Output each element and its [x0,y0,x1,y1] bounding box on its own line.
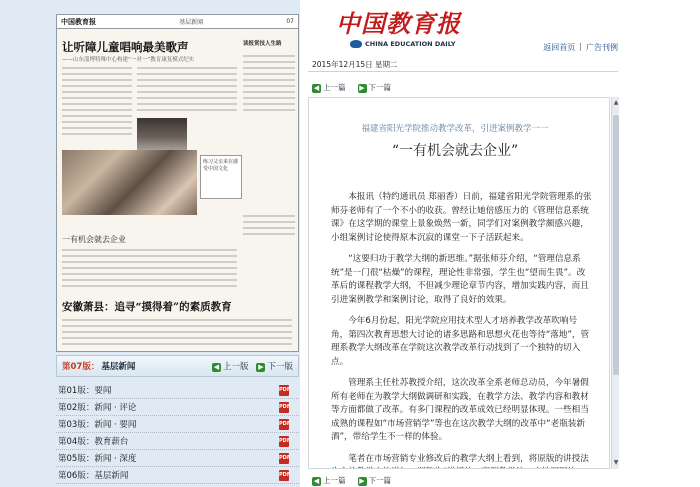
prev-page-label: 上一版 [222,362,249,372]
text-column-line [62,273,237,275]
page-list-item[interactable] [56,399,299,416]
text-column-line [62,331,292,333]
text-column-line [137,97,237,99]
home-link[interactable]: 返回首页 [543,43,576,52]
newspaper-page-thumbnail[interactable] [56,14,299,352]
text-column-line [137,109,237,111]
article-paragraph: 管理系主任杜苏教授介绍，这次改革全系老师总动员，今年暑假所有老师在为教学大纲做调研和实践，在教学方法、教学内容和教材等方面都做了改革。有多门课程的改革成效已经明显体现。一些相当成熟的课程如“市场营销学”等也在这次教学大纲的改革中“老瓶装新酒”，带给学生不一样的体验。 [331,378,589,442]
page-list-item-label[interactable]: 第04版：教育薪台 [58,437,129,447]
newspaper-mid-headline[interactable]: 一有机会就去企业 [62,235,126,244]
text-column-line [243,221,295,223]
article-paragraph: 笔者在市场营销专业修改后的教学大纲上看到，将原版的讲授法 [348,453,589,464]
text-column-line [243,97,295,99]
next-page-button[interactable] [256,360,293,372]
scroll-up-icon[interactable]: ▲ [613,99,619,106]
text-column-line [243,109,295,111]
page-list-item-label[interactable]: 第01版：要闻 [58,386,112,396]
prev-article-label: 上一篇 [323,82,346,92]
page-list-item[interactable] [56,467,299,484]
logo-chinese-name: 中国教育报 [336,9,461,38]
date-display: 2015年12月15日 星期二 [308,58,618,72]
newspaper-subhead: ——山东淄博特殊中心构建“一对一”教育康复模式纪实 [62,57,195,63]
text-column-line [62,319,292,321]
scroll-down-icon[interactable]: ▼ [613,459,619,466]
pdf-icon[interactable]: PDF [279,419,289,430]
article-panel [308,97,610,469]
text-column-line [243,103,295,105]
next-article-label: 下一篇 [368,82,391,92]
prev-article-button[interactable] [312,475,346,486]
page-list-item[interactable] [56,382,299,399]
text-column-line [62,97,132,99]
ce-emblem-icon [350,40,362,48]
text-column-line [62,337,292,339]
text-column-line [62,285,237,287]
article-paragraph: 今年6月份起，阳光学院应用技术型人才培养教学改革吹响号角，第四次教育思想大讨论的诸多思路和思想火花也等待“落地”，管理系教学大纲改革在学院这次教学改革行动找到了一个独特的切入点。 [331,316,590,367]
newspaper-header-masthead: 中国教育报 [61,17,96,26]
text-column-line [62,267,237,269]
text-column-line [137,103,237,105]
newspaper-photo-small [137,118,187,150]
text-column-line [243,91,295,93]
newspaper-headline[interactable]: 让听障儿童唱响最美歌声 [62,40,189,54]
article-nav-top [308,80,618,94]
arrow-left-icon: ◀ [313,83,320,92]
next-article-button[interactable] [358,82,392,93]
text-column-line [62,261,237,263]
newspaper-photo [62,150,197,215]
page-list-item-label[interactable]: 第03版：新闻 · 要闻 [58,420,137,430]
text-column-line [62,121,132,123]
arrow-left-icon: ◀ [213,363,220,371]
text-column-line [243,67,295,69]
article-paragraph: 本报讯（特约通讯员 郑丽香）日前，福建省阳光学院管理系的张师芬老师有了一个不小的收获。曾经让她倍感压力的《管理信息系统课》在这学期的课堂上景象焕然一新，同学们对案例教学颇感兴趣，小组案例讨论使得原本沉寂的课堂一下子活跃起来。 [331,192,592,243]
text-column-line [243,79,295,81]
pdf-icon[interactable]: PDF [279,470,289,481]
scrollbar-thumb[interactable] [613,115,619,375]
page-list [56,382,299,484]
text-column-line [62,279,237,281]
text-column-line [243,73,295,75]
page-edition-label: 第07版： [62,362,100,372]
page-list-item-label[interactable]: 第06版：基层新闻 [58,471,129,481]
page-edition-bar [56,355,299,377]
newspaper-header-page-number: 07 [286,18,294,25]
text-column-line [62,127,132,129]
prev-article-button[interactable] [312,82,346,93]
text-column-line [62,103,132,105]
text-column-line [243,215,295,217]
pdf-icon[interactable]: PDF [279,385,289,396]
text-column-line [62,255,237,257]
arrow-left-icon: ◀ [313,477,320,485]
article-scrollbar[interactable] [611,97,619,469]
pdf-icon[interactable]: PDF [279,436,289,447]
text-column-line [243,227,295,229]
next-article-label: 下一篇 [368,476,391,485]
text-column-line [137,79,237,81]
text-column-line [62,249,237,251]
newspaper-photo-caption: 练习父亲来在感受中国文化 [200,155,242,199]
newspaper-header-section: 基层新闻 [179,19,204,26]
text-column-line [137,73,237,75]
text-column-line [137,67,237,69]
prev-article-label: 上一篇 [323,476,346,485]
logo-english-name: CHINA EDUCATION DAILY [365,40,456,48]
text-column-line [243,61,295,63]
text-column-line [243,85,295,87]
page-list-item[interactable] [56,450,299,467]
text-column-line [62,91,132,93]
prev-page-button[interactable] [212,360,249,372]
link-separator: | [579,42,582,51]
text-column-line [62,325,292,327]
text-column-line [62,115,132,117]
newspaper-page-header [57,15,298,29]
article-nav-bottom [308,474,618,487]
text-column-line [243,55,295,57]
pdf-icon[interactable]: PDF [279,402,289,413]
ad-rates-link[interactable]: 广告刊例 [586,43,618,52]
top-links [543,42,618,53]
text-column-line [243,233,295,235]
text-column-line [62,85,132,87]
site-logo[interactable] [336,4,486,50]
newspaper-bottom-headline[interactable]: 安徽萧县：追寻“摸得着”的素质教育 [62,301,232,313]
page-list-item-label[interactable]: 第05版：新闻 · 深度 [58,454,137,464]
page-list-item[interactable] [56,416,299,433]
article-body [331,191,593,469]
next-page-label: 下一版 [267,362,293,372]
pdf-icon[interactable]: PDF [279,453,289,464]
arrow-right-icon: ▶ [258,363,264,371]
text-column-line [62,67,132,69]
text-column-line [137,85,237,87]
text-column-line [62,73,132,75]
logo-english-line [350,40,486,48]
arrow-right-icon: ▶ [359,477,365,485]
page-list-item-label[interactable]: 第02版：新闻 · 评论 [58,403,137,413]
text-column-line [62,133,132,135]
left-panel [0,0,300,487]
text-column-line [137,91,237,93]
text-column-line [62,79,132,81]
next-article-button[interactable] [358,475,392,486]
newspaper-side-headline[interactable]: 读报赏技人生路 [243,41,282,47]
page-list-item[interactable] [56,433,299,450]
text-column-line [62,343,292,345]
article-title: “一有机会就去企业” [391,143,519,159]
page-edition-name: 基层新闻 [101,362,136,372]
text-column-line [62,109,132,111]
article-paragraph: “这要归功于教学大纲的新思维。”据张师芬介绍，“管理信息系统”是一门很“枯燥”的课程，理论性非常强，学生也“望而生畏”。改革后的课程教学大纲，不但减少理论章节内容，增加实践内容，而且引进案例教学和案例讨论，取得了良好的效果。 [331,254,589,305]
article-lead: 福建省阳光学院推动教学改革，引进案例教学一一 [361,124,549,134]
arrow-right-icon: ▶ [359,83,365,92]
